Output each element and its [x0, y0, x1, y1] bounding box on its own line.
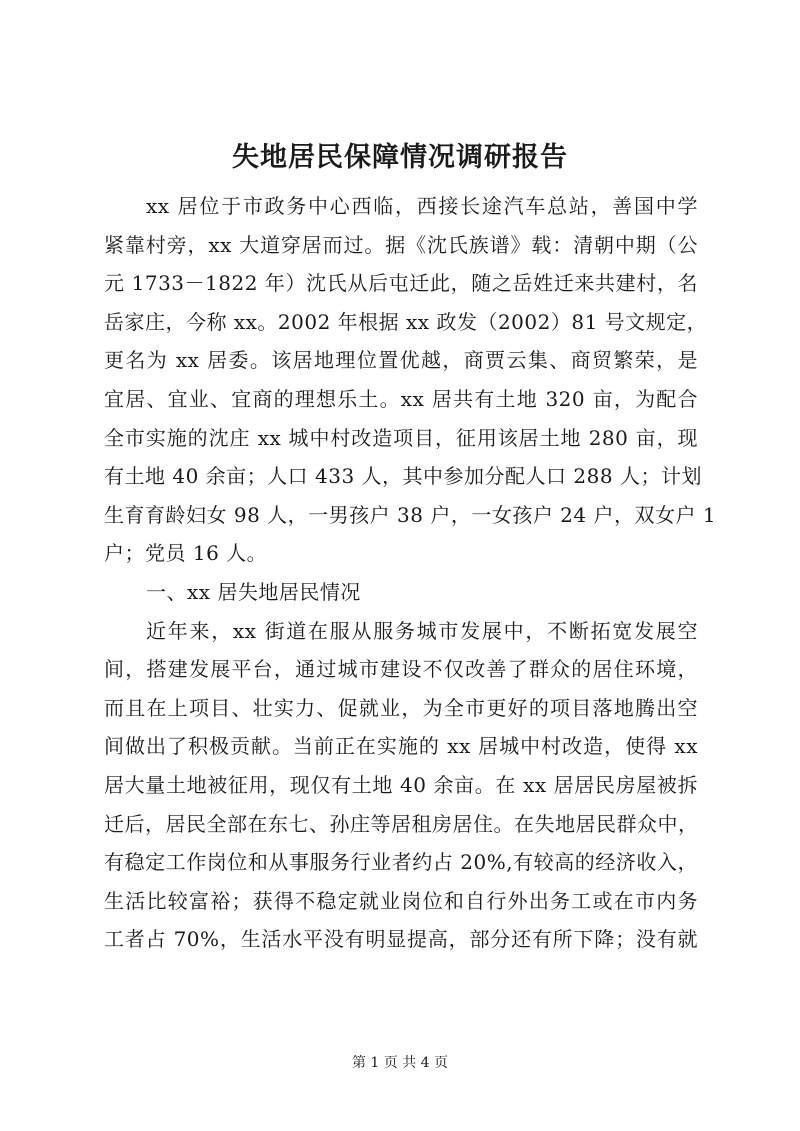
paragraph-1-line-9: 生育育龄妇女 98 人，一男孩户 38 户，一女孩户 24 户，双女户 1 [104, 502, 717, 527]
document-body [104, 187, 717, 959]
page-footer: 第 1 页 共 4 页 [351, 1055, 449, 1071]
paragraph-2-line-5: 居大量土地被征用，现仅有土地 40 余亩。在 xx 居居民房屋被拆 [104, 772, 698, 797]
paragraph-2-line-1: 近年来，xx 街道在服从服务城市发展中，不断拓宽发展空 [146, 618, 698, 643]
paragraph-1-line-2: 紧靠村旁，xx 大道穿居而过。据《沈氏族谱》载：清朝中期（公 [104, 232, 698, 257]
paragraph-1-line-10: 户；党员 16 人。 [104, 541, 268, 566]
paragraph-1-line-7: 全市实施的沈庄 xx 城中村改造项目，征用该居土地 280 亩，现 [104, 425, 698, 450]
document-title: 失地居民保障情况调研报告 [232, 142, 568, 173]
paragraph-2-line-3: 而且在上项目、壮实力、促就业，为全市更好的项目落地腾出空 [104, 695, 698, 720]
paragraph-2-line-4: 间做出了积极贡献。当前正在实施的 xx 居城中村改造，使得 xx [104, 734, 698, 759]
paragraph-2-line-6: 迁后，居民全部在东七、孙庄等居租房居住。在失地居民群众中， [104, 811, 699, 836]
paragraph-1-line-1: xx 居位于市政务中心西临，西接长途汽车总站，善国中学 [146, 194, 698, 218]
section-heading: 一、xx 居失地居民情况 [146, 579, 361, 604]
paragraph-2-line-9: 工者占 70%，生活水平没有明显提高，部分还有所下降；没有就 [104, 927, 698, 952]
paragraph-2-line-8: 生活比较富裕；获得不稳定就业岗位和自行外出务工或在市内务 [104, 888, 698, 913]
paragraph-1-line-8: 有土地 40 余亩；人口 433 人，其中参加分配人口 288 人；计划 [104, 464, 702, 489]
paragraph-1-line-5: 更名为 xx 居委。该居地理位置优越，商贾云集、商贸繁荣，是 [104, 348, 698, 373]
paragraph-2-line-7: 有稳定工作岗位和从事服务行业者约占 20%,有较高的经济收入， [104, 850, 698, 875]
paragraph-1-line-3: 元 1733－1822 年）沈氏从后屯迁此，随之岳姓迁来共建村，名 [104, 271, 698, 296]
paragraph-2-line-2: 间，搭建发展平台，通过城市建设不仅改善了群众的居住环境， [104, 657, 698, 682]
paragraph-1-line-6: 宜居、宜业、宜商的理想乐土。xx 居共有土地 320 亩，为配合 [104, 386, 698, 411]
paragraph-1-line-4: 岳家庄，今称 xx。2002 年根据 xx 政发（2002）81 号文规定， [104, 309, 708, 334]
